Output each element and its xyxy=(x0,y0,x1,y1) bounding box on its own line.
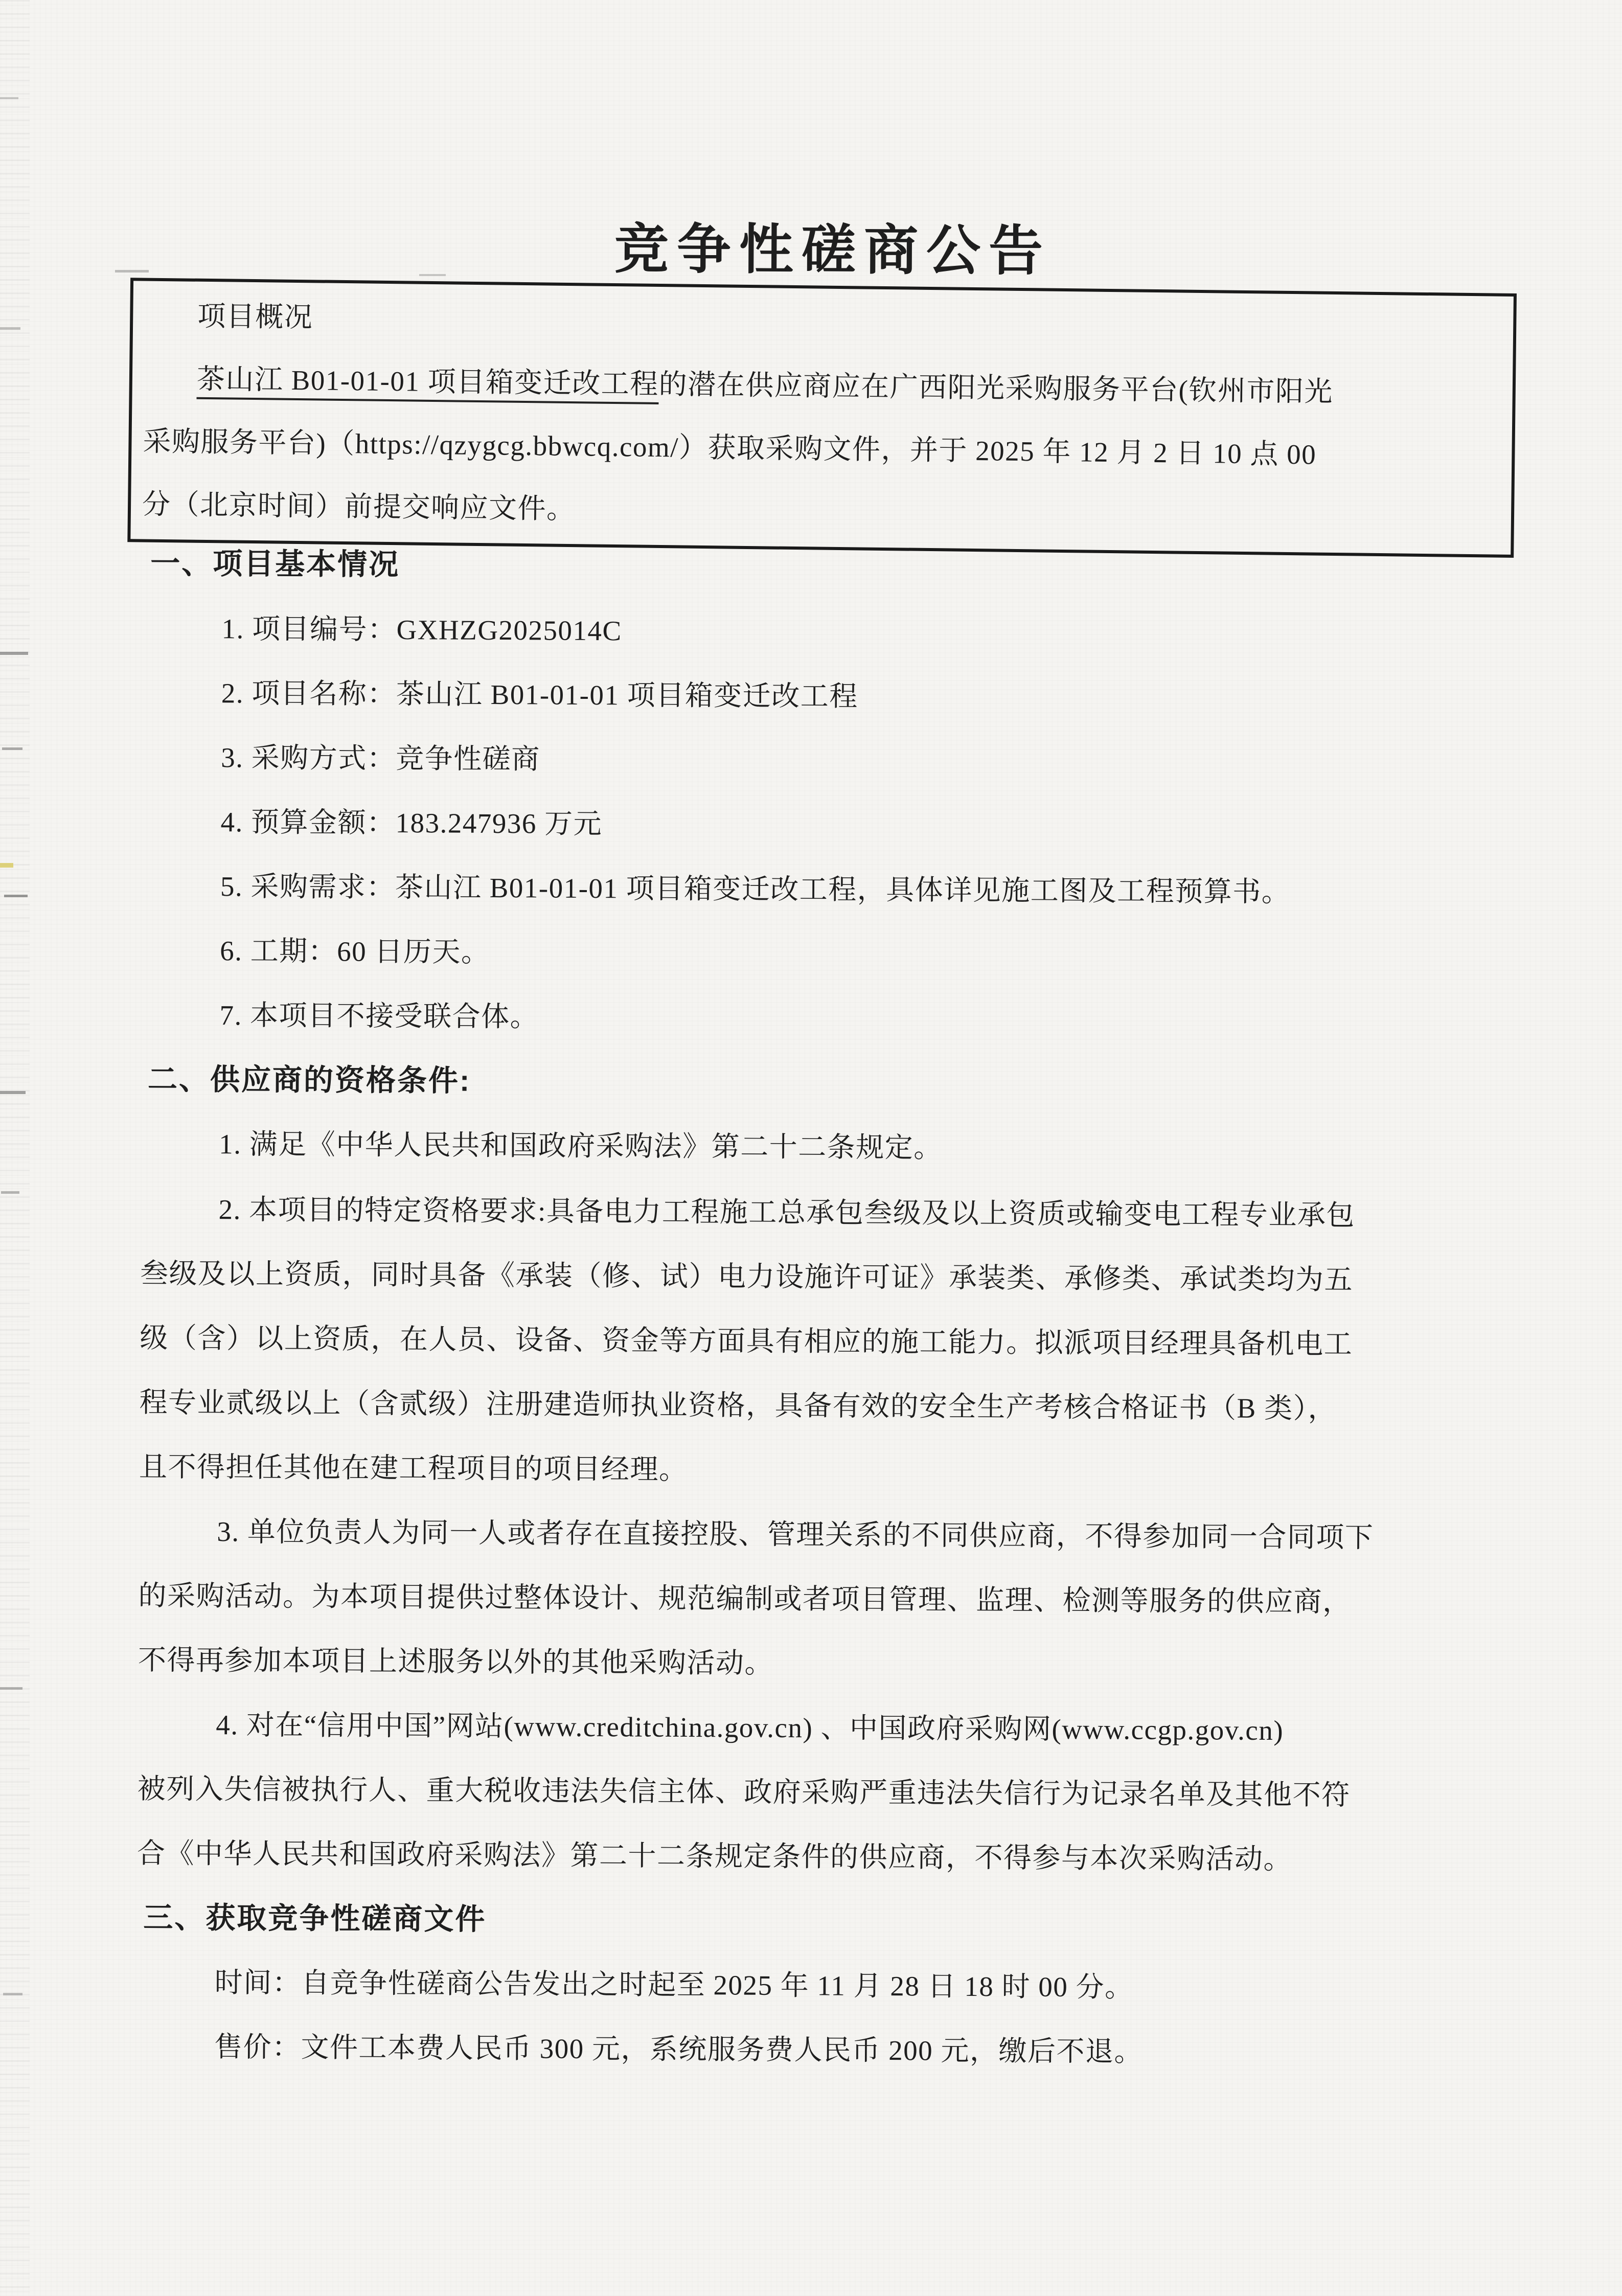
section-3-price-line: 售价：文件工本费人民币 300 元，系统服务费人民币 200 元，缴后不退。 xyxy=(214,2031,1144,2067)
section-2-line-4: 级（含）以上资质，在人员、设备、资金等方面具有相应的施工能力。拟派项目经理具备机电工 xyxy=(140,1322,1353,1360)
section-2-line-6: 且不得担任其他在建工程项目的项目经理。 xyxy=(139,1451,688,1485)
section-3-time-line: 时间：自竞争性磋商公告发出之时起至 2025 年 11 月 28 日 18 时 00 分。 xyxy=(214,1967,1134,2003)
section-2-line-2: 2. 本项目的特定资格要求:具备电力工程施工总承包叁级及以上资质或输变电工程专业承包 xyxy=(218,1194,1356,1231)
section-2-line-10: 4. 对在“信用中国”网站(www.creditchina.gov.cn) 、中国政府采购网(www.ccgp.gov.cn) xyxy=(216,1709,1284,1746)
project-overview-box xyxy=(127,278,1517,558)
section-1-item-3: 3. 采购方式：竞争性磋商 xyxy=(221,742,540,775)
overview-line-1 xyxy=(197,361,1334,410)
overview-line-2: 采购服务平台)（https://qzygcg.bbwcq.com/）获取采购文件，并于 2025 年 12 月 2 日 10 点 00 xyxy=(143,425,1317,470)
section-1-item-4: 4. 预算金额：183.247936 万元 xyxy=(220,806,603,840)
section-3-heading: 三、获取竞争性磋商文件 xyxy=(143,1901,487,1936)
section-2-line-12: 合《中华人民共和国政府采购法》第二十二条规定条件的供应商，不得参与本次采购活动。 xyxy=(136,1837,1293,1875)
document-title: 竞争性磋商公告 xyxy=(614,219,1052,282)
section-1-item-7: 7. 本项目不接受联合体。 xyxy=(219,999,539,1033)
section-1-item-6: 6. 工期：60 日历天。 xyxy=(220,935,490,968)
section-2-line-11: 被列入失信被执行人、重大税收违法失信主体、政府采购严重违法失信行为记录名单及其他不符 xyxy=(137,1773,1351,1811)
section-2-line-8: 的采购活动。为本项目提供过整体设计、规范编制或者项目管理、监理、检测等服务的供应商， xyxy=(138,1580,1352,1618)
overview-heading: 项目概况 xyxy=(197,300,313,333)
section-2-line-9: 不得再参加本项目上述服务以外的其他采购活动。 xyxy=(138,1644,774,1679)
section-1-heading: 一、项目基本情况 xyxy=(150,547,400,582)
overview-line-1-rest: 的潜在供应商应在广西阳光采购服务平台(钦州市阳光 xyxy=(658,368,1334,407)
project-name-underlined: 茶山江 B01-01-01 项目箱变迁改工程 xyxy=(196,363,659,404)
section-2-line-3: 叁级及以上资质，同时具备《承装（修、试）电力设施许可证》承装类、承修类、承试类均为五 xyxy=(140,1258,1354,1295)
section-2-line-5: 程专业贰级以上（含贰级）注册建造师执业资格，具备有效的安全生产考核合格证书（B 类）， xyxy=(139,1386,1337,1424)
section-1-item-5: 5. 采购需求：茶山江 B01-01-01 项目箱变迁改工程，具体详见施工图及工程预算书。 xyxy=(220,871,1291,908)
section-2-heading: 二、供应商的资格条件: xyxy=(147,1062,471,1098)
overview-line-3: 分（北京时间）前提交响应文件。 xyxy=(142,488,576,525)
section-1-item-2: 2. 项目名称：茶山江 B01-01-01 项目箱变迁改工程 xyxy=(221,677,858,712)
section-2-line-1: 1. 满足《中华人民共和国政府采购法》第二十二条规定。 xyxy=(219,1128,943,1164)
section-1-item-1: 1. 项目编号：GXHZG2025014C xyxy=(221,613,622,647)
section-2-line-7: 3. 单位负责人为同一人或者存在直接控股、管理关系的不同供应商，不得参加同一合同项下 xyxy=(217,1516,1374,1554)
